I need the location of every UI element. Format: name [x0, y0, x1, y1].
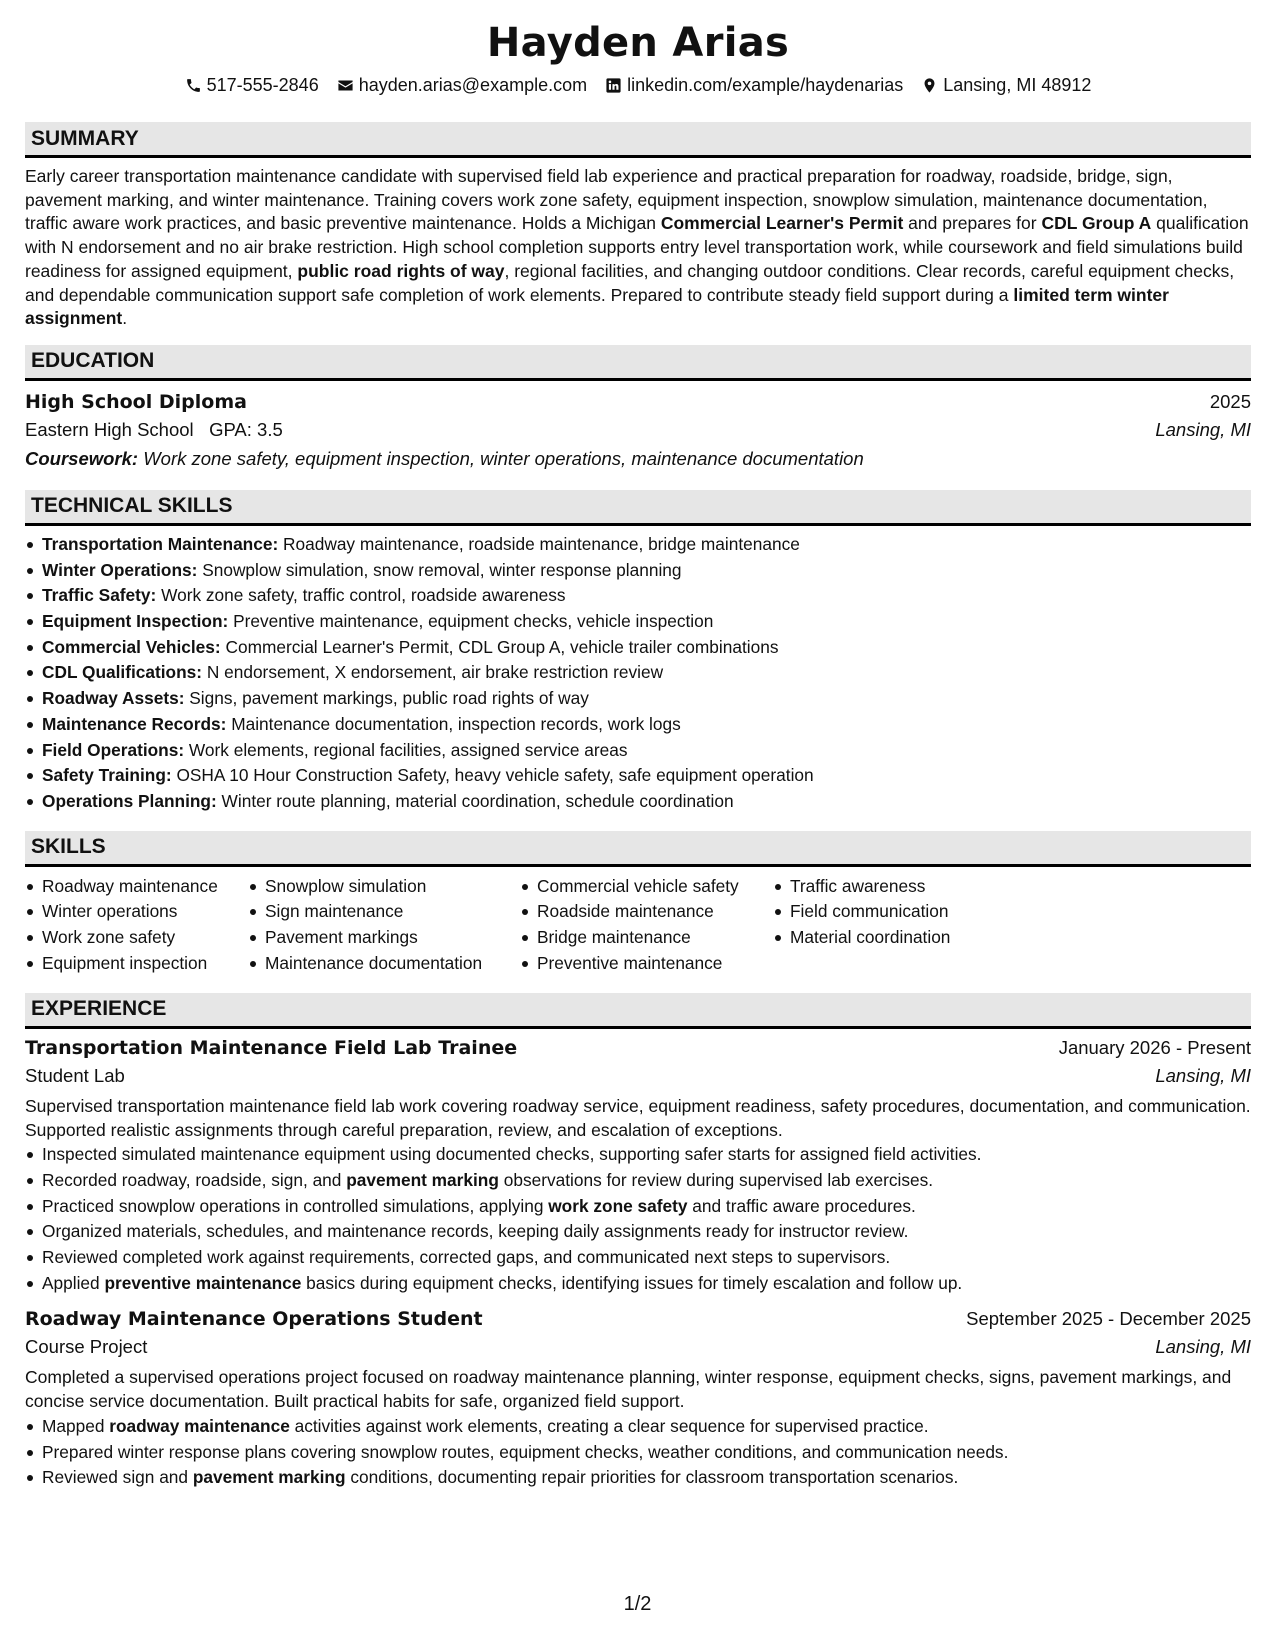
resume-page [25, 18, 1251, 1491]
job-location: Lansing, MI [1155, 1336, 1251, 1358]
skill-values: Maintenance documentation, inspection records, work logs [226, 713, 681, 734]
linkedin-text: linkedin.com/example/haydenarias [627, 75, 904, 95]
candidate-name: Hayden Arias [486, 20, 790, 66]
technical-skill-item [42, 558, 1251, 584]
skill-category: Operations Planning: [42, 790, 217, 811]
bold-phrase: preventive maintenance [104, 1272, 302, 1293]
job-dates: September 2025 - December 2025 [966, 1308, 1251, 1330]
technical-skill-item [42, 686, 1251, 712]
experience-list [25, 1035, 1251, 1491]
skill-item: Snowplow simulation [265, 874, 520, 900]
job-description: Supervised transportation maintenance field lab work covering roadway service, equipment readiness, safety procedures, documentation, and communication. Supported realistic assignments through careful preparation, review, and escalation of exceptions. [25, 1095, 1251, 1140]
linkedin-icon [605, 77, 622, 94]
skill-item: Material coordination [790, 925, 993, 951]
skill-values: Commercial Learner's Permit, CDL Group A, vehicle trailer combinations [220, 636, 779, 657]
contact-email[interactable] [337, 72, 587, 98]
text-segment: . [122, 308, 128, 329]
skill-category: Winter Operations: [42, 559, 198, 580]
skills-column [520, 874, 773, 977]
map-pin-icon [921, 77, 938, 94]
bold-phrase: work zone safety [548, 1195, 688, 1216]
text-segment: observations for review during supervised lab exercises. [498, 1169, 934, 1190]
education-degree: High School Diploma [25, 390, 247, 413]
skill-item: Roadside maintenance [537, 899, 773, 925]
skill-category: CDL Qualifications: [42, 662, 203, 683]
contact-phone[interactable] [185, 72, 319, 98]
job-bullets [25, 1414, 1251, 1491]
education-gpa: GPA: 3.5 [209, 418, 283, 440]
job-organization: Course Project [25, 1336, 148, 1358]
section-header-technical-skills: TECHNICAL SKILLS [25, 490, 1251, 526]
skill-item: Commercial vehicle safety [537, 874, 773, 900]
job-bullet [42, 1219, 1251, 1245]
job-bullet [42, 1168, 1251, 1194]
education-school: Eastern High School [25, 418, 194, 440]
bold-phrase: public road rights of way [297, 260, 505, 281]
technical-skill-item [42, 532, 1251, 558]
technical-skill-item [42, 635, 1251, 661]
skill-item: Pavement markings [265, 925, 520, 951]
skill-category: Commercial Vehicles: [42, 636, 221, 657]
phone-text: 517-555-2846 [206, 75, 319, 95]
job-title: Roadway Maintenance Operations Student [25, 1308, 483, 1331]
bold-phrase: CDL Group A [1041, 213, 1152, 234]
skills-column [773, 874, 993, 977]
section-header-education: EDUCATION [25, 345, 1251, 381]
skill-item: Work zone safety [42, 925, 248, 951]
envelope-icon [337, 77, 354, 94]
text-segment: Practiced snowplow operations in controlled simulations, applying [42, 1195, 549, 1216]
text-segment: qualification with N endorsement and no air brake restriction. High school completion supports entry level transportation work, while coursework and field simulations build readiness for assigned equipment, [25, 213, 1249, 281]
bold-phrase: limited term winter assignment [25, 284, 1169, 329]
text-segment: and prepares for [903, 213, 1042, 234]
text-segment: basics during equipment checks, identifying issues for timely escalation and follow up. [301, 1272, 963, 1293]
job-organization: Student Lab [25, 1064, 125, 1086]
job-dates: January 2026 - Present [1058, 1036, 1251, 1058]
skill-values: Work elements, regional facilities, assigned service areas [184, 739, 628, 760]
education-year: 2025 [1209, 390, 1251, 412]
skill-item: Winter operations [42, 899, 248, 925]
job-bullet [42, 1142, 1251, 1168]
skill-values: Preventive maintenance, equipment checks, vehicle inspection [228, 611, 714, 632]
contact-linkedin[interactable] [605, 72, 903, 98]
skill-item: Roadway maintenance [42, 874, 248, 900]
skill-category: Field Operations: [42, 739, 185, 760]
technical-skill-item [42, 609, 1251, 635]
job-bullet [42, 1245, 1251, 1271]
skill-category: Roadway Assets: [42, 688, 185, 709]
text-segment: Mapped [42, 1415, 110, 1436]
text-segment: Recorded roadway, roadside, sign, and [42, 1169, 347, 1190]
education-school-line [25, 415, 283, 444]
email-text: hayden.arias@example.com [358, 75, 588, 95]
skill-item: Maintenance documentation [265, 951, 520, 977]
section-header-skills: SKILLS [25, 831, 1251, 867]
skill-category: Safety Training: [42, 765, 172, 786]
skill-values: N endorsement, X endorsement, air brake restriction review [202, 662, 664, 683]
bold-phrase: pavement marking [192, 1467, 346, 1488]
location-text: Lansing, MI 48912 [943, 75, 1092, 95]
job-bullet [42, 1271, 1251, 1297]
text-segment: Applied [42, 1272, 105, 1293]
technical-skill-item [42, 789, 1251, 815]
technical-skill-item [42, 712, 1251, 738]
skills-column [248, 874, 520, 977]
skill-values: Roadway maintenance, roadside maintenance, bridge maintenance [278, 533, 800, 554]
text-segment: Early career transportation maintenance candidate with supervised field lab experience and practical preparation for roadway, roadside, bridge, sign, pavement marking, and winter maintenance. Training covers work zone safety, equipment inspection, snowplow simulation, maintenance documentation, traffic aware work practices, and basic preventive maintenance. Holds a Michigan [25, 166, 1208, 234]
skill-item: Bridge maintenance [537, 925, 773, 951]
experience-entry [25, 1306, 1251, 1491]
skill-item: Preventive maintenance [537, 951, 773, 977]
technical-skill-item [42, 583, 1251, 609]
text-segment: Reviewed sign and [42, 1467, 193, 1488]
coursework-label: Coursework: [25, 447, 139, 469]
education-location: Lansing, MI [1155, 418, 1251, 440]
skill-item: Sign maintenance [265, 899, 520, 925]
job-bullets [25, 1142, 1251, 1296]
text-segment: Organized materials, schedules, and maintenance records, keeping daily assignments ready for instructor review. [42, 1221, 909, 1242]
bold-phrase: pavement marking [346, 1169, 499, 1190]
contact-location [921, 72, 1091, 98]
text-segment: Reviewed completed work against requirements, corrected gaps, and communicated next steps to supervisors. [42, 1247, 891, 1268]
technical-skills-list [25, 532, 1251, 815]
text-segment: and traffic aware procedures. [687, 1195, 916, 1216]
skill-values: Work zone safety, traffic control, roadside awareness [156, 585, 566, 606]
skill-values: Winter route planning, material coordination, schedule coordination [216, 790, 734, 811]
bold-phrase: roadway maintenance [109, 1415, 290, 1436]
text-segment: activities against work elements, creating a clear sequence for supervised practice. [289, 1415, 929, 1436]
technical-skill-item [42, 763, 1251, 789]
text-segment: Inspected simulated maintenance equipment using documented checks, supporting safer starts for assigned field activities. [42, 1144, 982, 1165]
text-segment: conditions, documenting repair priorities for classroom transportation scenarios. [345, 1467, 959, 1488]
skill-category: Equipment Inspection: [42, 611, 229, 632]
technical-skill-item [42, 738, 1251, 764]
bold-phrase: Commercial Learner's Permit [660, 213, 904, 234]
page-number: 1/2 [623, 1593, 652, 1615]
technical-skill-item [42, 660, 1251, 686]
skill-item: Equipment inspection [42, 951, 248, 977]
job-description: Completed a supervised operations project focused on roadway maintenance planning, winter response, equipment checks, signs, pavement markings, and concise service documentation. Built practical habits for safe, organized field support. [25, 1367, 1232, 1412]
phone-icon [185, 77, 202, 94]
skill-category: Maintenance Records: [42, 713, 227, 734]
job-bullet [42, 1465, 1251, 1491]
skill-category: Traffic Safety: [42, 585, 157, 606]
skill-values: OSHA 10 Hour Construction Safety, heavy vehicle safety, safe equipment operation [171, 765, 814, 786]
skill-values: Snowplow simulation, snow removal, winter response planning [197, 559, 682, 580]
contact-bar [25, 72, 1251, 98]
coursework-text: Work zone safety, equipment inspection, winter operations, maintenance documentation [143, 447, 864, 469]
education-coursework [25, 444, 1251, 474]
skill-item: Field communication [790, 899, 993, 925]
job-bullet [42, 1194, 1251, 1220]
job-bullet [42, 1440, 1251, 1466]
summary-text [25, 165, 1251, 331]
section-header-summary: SUMMARY [25, 122, 1251, 158]
skills-grid [25, 874, 1251, 977]
text-segment: Prepared winter response plans covering snowplow routes, equipment checks, weather conditions, and communication needs. [42, 1441, 1009, 1462]
education-entry [25, 389, 1251, 474]
job-title: Transportation Maintenance Field Lab Trainee [25, 1036, 518, 1059]
job-bullet [42, 1414, 1251, 1440]
skill-values: Signs, pavement markings, public road rights of way [184, 688, 589, 709]
skill-item: Traffic awareness [790, 874, 993, 900]
experience-entry [25, 1035, 1251, 1297]
section-header-experience: EXPERIENCE [25, 993, 1251, 1029]
text-segment: , regional facilities, and changing outdoor conditions. Clear records, careful equipment checks, and dependable communication support safe completion of work elements. Prepared to contribute steady field support during a [25, 260, 1235, 305]
job-location: Lansing, MI [1155, 1064, 1251, 1086]
skills-column [25, 874, 248, 977]
skill-category: Transportation Maintenance: [42, 533, 279, 554]
